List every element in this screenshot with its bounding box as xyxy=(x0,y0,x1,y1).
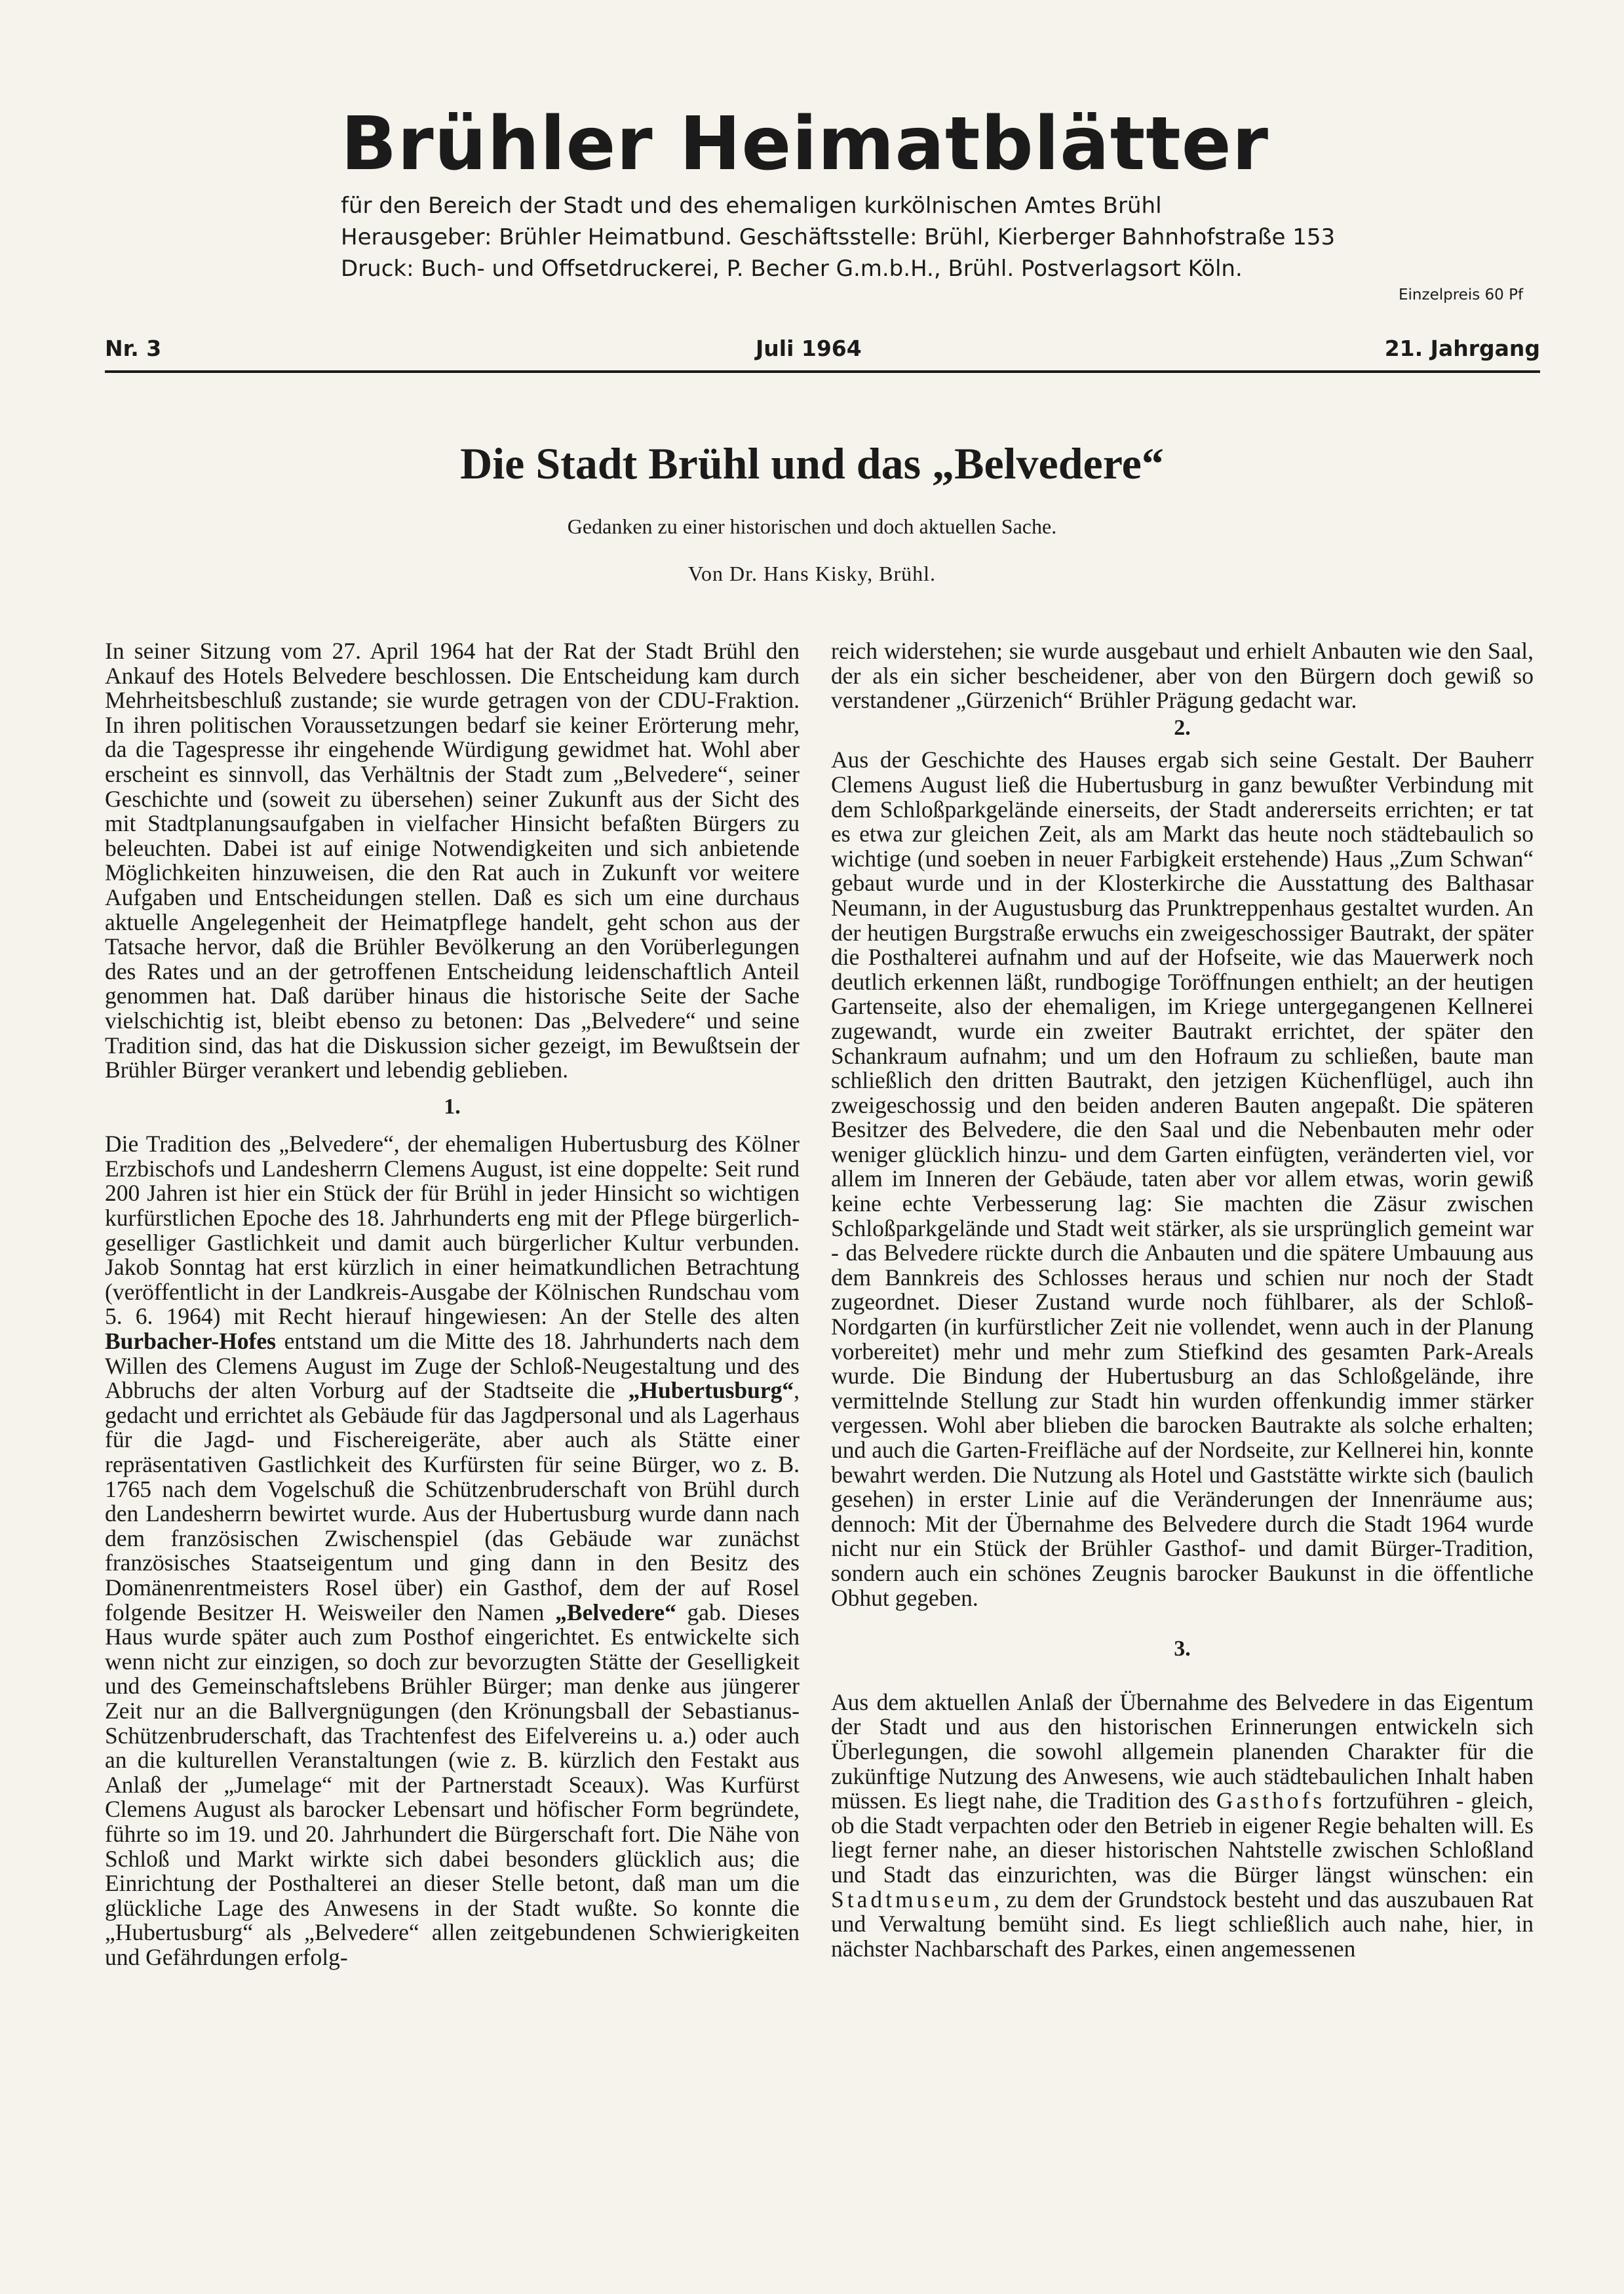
bold-term: „Belvedere“ xyxy=(555,1599,676,1625)
article-subtitle: Gedanken zu einer historischen und doch aktuellen Sache. xyxy=(567,515,1057,538)
paragraph-section-1-continued: reich widerstehen; sie wurde ausgebaut und erhielt Anbauten wie den Saal, der als ein sicher bescheidener, aber von den Bürgern doch gewiß so verstandener „Gürzenich“ Brühler Prägung gedacht war. xyxy=(831,638,1534,714)
column-right xyxy=(831,639,1534,1961)
text-run: fortzuführen - gleich, ob die Stadt verpachten oder den Betrieb in eigener Regie behalten will. Es liegt ferner nahe, an dieser historischen Nahtstelle zwischen Schloßland und Stadt das einzurichten, was die Bürger längst wünschen: ein xyxy=(831,1787,1534,1888)
paragraph-section-2: Aus der Geschichte des Hauses ergab sich seine Gestalt. Der Bauherr Clemens August ließ die Hubertusburg in ganz bewußter Verbindung mit dem Schloßparkgelände einerseits, der Stadt andererseits errichten; er tat es etwa zur gleichen Zeit, als am Markt das heute noch städtebaulich so wichtige (und soeben in neuer Farbigkeit erstehende) Haus „Zum Schwan“ gebaut wurde und in der Klosterkirche die Ausstattung des Balthasar Neumann, in der Augustusburg das Prunktreppenhaus gestaltet wurden. An der heutigen Burgstraße erwuchs ein zweigeschossiger Bautrakt, der später die Posthalterei aufnahm und auf der Hofseite, wie das Mauerwerk noch deutlich erkennen läßt, rundbogige Toröffnungen enthielt; an der heutigen Gartenseite, also der ehemaligen, im Kriege untergegangenen Kellnerei zugewandt, wurde ein zweiter Bautrakt errichtet, der später den Schankraum aufnahm; und um den Hofraum zu schließen, baute man schließlich den dritten Bautrakt, den jetzigen Küchenflügel, auch ihn zweigeschossig und den beiden anderen Bauten angepaßt. Die späteren Besitzer des Belvedere, die den Saal und die Nebenbauten mehr oder weniger glücklich hinzu- und dem Garten einfügten, veränderten viel, vor allem im Inneren der Gebäude, taten aber vor allem etwas, worin gewiß keine echte Verbesserung lag: Sie machten die Zäsur zwischen Schloßparkgelände und Stadt weit stärker, als sie ursprünglich gemeint war - das Belvedere rückte durch die Anbauten und die spätere Umbauung aus dem Bannkreis des Schlosses heraus und schien nur noch der Stadt zugeordnet. Dieser Zustand wurde noch fühlbarer, als der Schloß-Nordgarten (in kurfürstlicher Zeit nie vollendet, wenn auch in der Planung vorbereitet) mehr und mehr zum Stiefkind des gesamten Park-Areals wurde. Die Bindung der Hubertusburg an das Schloßgelände, ihre vermittelnde Stellung zur Stadt hin wurden offenkundig immer stärker vergessen. Wohl aber blieben die barocken Bautrakte als solche erhalten; und auch die Garten-Freifläche auf der Nordseite, zur Kellnerei hin, konnte bewahrt werden. Die Nutzung als Hotel und Gaststätte wirkte sich (baulich gesehen) in erster Linie auf die Veränderungen der Innenräume aus; dennoch: Mit der Übernahme des Belvedere durch die Stadt 1964 wurde nicht nur ein Stück der Brühler Gasthof- und damit Bürger-Tradition, sondern auch ein schönes Zeugnis barocker Baukunst in die öffentliche Obhut gegeben. xyxy=(831,747,1534,1611)
bold-term: „Hubertusburg“ xyxy=(628,1377,794,1404)
text-run: , gedacht und errichtet als Gebäude für das Jagdpersonal und als Lagerhaus für die Jagd- und Fischereigeräte, aber auch als Stätte einer repräsentativen Gastlichkeit des Kurfürsten für seine Bürger, wo z. B. 1765 nach dem Vogelschuß die Schützenbruderschaft von Brühl durch den Landesherrn bewirtet wurde. Aus der Hubertusburg wurde dann nach dem französischen Zwischenspiel (das Gebäude war zunächst französisches Staatseigentum und ging dann in den Besitz des Domänenrentmeisters Rosel über) ein Gasthof, dem der auf Rosel folgende Besitzer H. Weisweiler den Namen xyxy=(105,1377,800,1625)
article-author: Von Dr. Hans Kisky, Brühl. xyxy=(687,562,936,585)
issue-row xyxy=(105,336,1540,370)
volume: 21. Jahrgang xyxy=(1384,336,1540,361)
masthead xyxy=(341,98,1336,284)
issue-number: Nr. 3 xyxy=(105,336,162,361)
paragraph-intro: In seiner Sitzung vom 27. April 1964 hat der Rat der Stadt Brühl den Ankauf des Hotels Belvedere beschlossen. Die Entscheidung kam durch Mehrheitsbeschluß zustande; sie wurde getragen von der CDU-Fraktion. In ihren politischen Voraussetzungen bedarf sie keiner Erörterung mehr, da die Tagespresse ihr eingehende Würdigung gewidmet hat. Wohl aber erscheint es sinnvoll, das Verhältnis der Stadt zum „Belvedere“, seiner Geschichte und (soweit zu übersehen) seiner Zukunft aus der Sicht des mit Stadtplanungsaufgaben in vielfacher Hinsicht befaßten Bürgers zu beleuchten. Dabei ist auf einige Notwendigkeiten und sich anbietende Möglichkeiten hinzuweisen, die den Rat auch in Zukunft vor weitere Aufgaben und Entscheidungen stellen. Daß es sich um eine durchaus aktuelle Angelegenheit der Heimatpflege handelt, geht schon aus der Tatsache hervor, daß die Brühler Bevölkerung an den Vorüberlegungen des Rates und an der getroffenen Entscheidung leidenschaftlich Anteil genommen hat. Daß darüber hinaus die historische Seite der Sache vielschichtig ist, bleibt ebenso zu betonen: Das „Belvedere“ und seine Tradition sind, das hat die Diskussion sicher gezeigt, im Bewußtsein der Brühler Bürger verankert und lebendig geblieben. xyxy=(105,638,800,1083)
text-run: , zu dem der Grundstock besteht und das auszubauen Rat und Verwaltung bemüht sind. Es liegt schließlich auch nahe, hier, in nächster Nachbarschaft des Parkes, einen angemessenen xyxy=(831,1886,1534,1962)
text-run: entstand um die Mitte des 18. Jahrhunderts nach dem Willen des Clemens August im Zuge der Schloß-Neugestaltung und des Abbruchs der alten Vorburg auf der Stadtseite die xyxy=(105,1328,800,1404)
masthead-publisher: Herausgeber: Brühler Heimatbund. Geschäftsstelle: Brühl, Kierberger Bahnhofstraße 153 xyxy=(341,224,1336,250)
paragraph-section-1 xyxy=(105,1132,800,1970)
text-run: Die Tradition des „Belvedere“, der ehemaligen Hubertusburg des Kölner Erzbischofs und Landesherrn Clemens August, ist eine doppelte: Seit rund 200 Jahren ist hier ein Stück der für Brühl in jeder Hinsicht so wichtigen kurfürstlichen Epoche des 18. Jahrhunderts eng mit der Pflege bürgerlich-geselliger Gastlichkeit und damit auch bürgerlicher Kultur verbunden. Jakob Sonntag hat erst kürzlich in einer heimatkundlichen Betrachtung (veröffentlicht in der Landkreis-Ausgabe der Kölnischen Rundschau vom 5. 6. 1964) mit Recht hierauf hingewiesen: An der Stelle des alten xyxy=(105,1131,800,1330)
masthead-subtitle: für den Bereich der Stadt und des ehemaligen kurkölnischen Amtes Brühl xyxy=(341,193,1162,219)
spaced-term: Gasthofs xyxy=(1216,1787,1326,1814)
section-number-1: 1. xyxy=(444,1094,461,1119)
section-number-2: 2. xyxy=(1174,715,1191,740)
single-price: Einzelpreis 60 Pf xyxy=(1399,286,1524,303)
newspaper-title: Brühler Heimatblätter xyxy=(341,102,1269,187)
bold-term: Burbacher-Hofes xyxy=(105,1328,276,1355)
section-number-3: 3. xyxy=(1174,1637,1191,1662)
text-run: gab. Dieses Haus wurde später auch zum Posthof eingerichtet. Es entwickelte sich wenn nicht zur einzigen, so doch zur bevorzugten Stätte der Geselligkeit und des Gemeinschaftslebens Brühler Bürger; man denke aus jüngerer Zeit nur an die Ballvergnügungen (den Krönungsball der Sebastianus-Schützenbruderschaft, das Trachtenfest des Eifelvereins u. a.) oder auch an die kulturellen Veranstaltungen (wie z. B. kürzlich den Festakt aus Anlaß der „Jumelage“ mit der Partnerstadt Sceaux). Was Kurfürst Clemens August als barocker Lebensart und höfischer Form begründete, führte so im 19. und 20. Jahrhundert die Bürgerschaft fort. Die Nähe von Schloß und Markt wirkte sich dabei besonders glücklich aus; die Einrichtung der Posthalterei an dieser Stelle betont, daß man um die glückliche Lage des Anwesens in der Stadt wußte. So konnte die „Hubertusburg“ als „Belvedere“ allen zeitgebundenen Schwierigkeiten und Gefährdungen erfolg- xyxy=(105,1599,800,1970)
spaced-term: Stadtmuseum xyxy=(831,1886,994,1913)
paragraph-section-3 xyxy=(831,1690,1534,1962)
article-title: Die Stadt Brühl und das „Belvedere“ xyxy=(460,438,1164,488)
text-run: Aus dem aktuellen Anlaß der Übernahme des Belvedere in das Eigentum der Stadt und aus den historischen Erinnerungen entwickeln sich Überlegungen, die sowohl allgemein planenden Charakter für die zukünftige Nutzung des Anwesens, wie auch städtebaulichen Inhalt haben müssen. Es liegt nahe, die Tradition des xyxy=(831,1688,1534,1814)
masthead-printer: Druck: Buch- und Offsetdruckerei, P. Becher G.m.b.H., Brühl. Postverlagsort Köln. xyxy=(341,256,1243,282)
issue-date: Juli 1964 xyxy=(756,336,862,361)
header-rule xyxy=(105,370,1540,373)
column-left xyxy=(105,639,800,1970)
